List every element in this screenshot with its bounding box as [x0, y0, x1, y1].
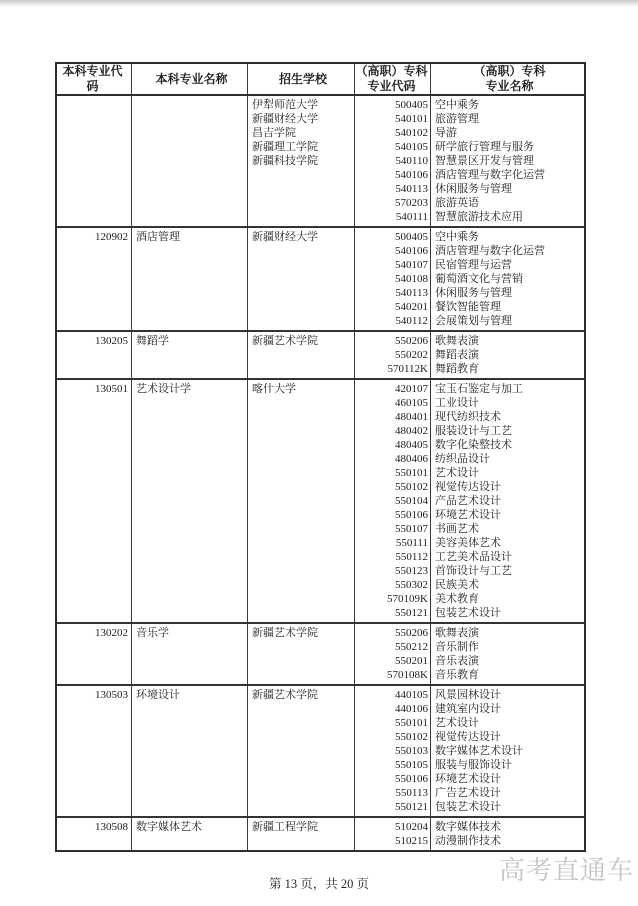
major-code: 480402 — [395, 425, 428, 437]
major-code: 460105 — [395, 397, 428, 409]
major-name: 产品艺术设计 — [435, 495, 501, 507]
major-code: 540105 — [395, 141, 428, 153]
major-code: 550201 — [395, 655, 428, 667]
major-code: 550102 — [395, 481, 428, 493]
major-code: 550202 — [395, 349, 428, 361]
cell-schools — [248, 818, 355, 850]
school-name: 伊犁师范大学 — [252, 99, 318, 111]
major-code: 540107 — [395, 259, 428, 271]
cell-names — [431, 96, 584, 226]
cell-codes — [355, 96, 431, 226]
header-school — [248, 64, 355, 94]
major-code: 550121 — [395, 607, 428, 619]
major-code: 550111 — [395, 537, 428, 549]
major-code: 550101 — [395, 467, 428, 479]
major-name: 环境艺术设计 — [435, 509, 501, 521]
header-ug-name — [132, 64, 248, 94]
header-ug-code-label: 本科专业代码 — [62, 64, 123, 93]
major-code: 540111 — [395, 211, 428, 223]
major-name: 音乐表演 — [435, 655, 479, 667]
major-code: 570109K — [387, 593, 428, 605]
major-code: 550206 — [395, 335, 428, 347]
major-name: 餐饮智能管理 — [435, 301, 501, 313]
cell-ug-code: 120902 — [57, 228, 132, 330]
major-name: 旅游管理 — [435, 113, 479, 125]
school-name: 新疆艺术学院 — [252, 689, 318, 701]
table-row — [57, 330, 584, 378]
major-code: 540113 — [395, 183, 428, 195]
major-code: 550113 — [395, 787, 428, 799]
major-code: 540106 — [395, 169, 428, 181]
table-row — [57, 378, 584, 622]
major-name: 风景园林设计 — [435, 689, 501, 701]
major-name: 工业设计 — [435, 397, 479, 409]
major-name: 数字媒体技术 — [435, 821, 501, 833]
school-name: 新疆财经大学 — [252, 113, 318, 125]
major-code: 510204 — [395, 821, 428, 833]
major-name: 服装设计与工艺 — [435, 425, 512, 437]
major-name: 视觉传达设计 — [435, 481, 501, 493]
header-voc-code-line1: （高职）专科 — [355, 64, 428, 78]
cell-schools — [248, 380, 355, 622]
cell-schools — [248, 228, 355, 330]
cell-ug-code: 130205 — [57, 332, 132, 378]
major-name: 民族美术 — [435, 579, 479, 591]
major-name: 智慧景区开发与管理 — [435, 155, 534, 167]
major-code: 540201 — [395, 301, 428, 313]
major-name: 包装艺术设计 — [435, 801, 501, 813]
cell-ug-name — [132, 96, 248, 226]
major-name: 歌舞表演 — [435, 335, 479, 347]
major-code: 550101 — [395, 717, 428, 729]
major-name: 音乐制作 — [435, 641, 479, 653]
cell-codes — [355, 332, 431, 378]
major-name: 宝玉石鉴定与加工 — [435, 383, 523, 395]
major-name: 艺术设计 — [435, 467, 479, 479]
page-number-footer: 第 13 页，共 20 页 — [268, 877, 369, 891]
major-code: 570108K — [387, 669, 428, 681]
major-name: 民宿管理与运营 — [435, 259, 512, 271]
major-name: 旅游英语 — [435, 197, 479, 209]
school-name: 昌吉学院 — [252, 127, 296, 139]
major-name: 数字媒体艺术设计 — [435, 745, 523, 757]
major-name: 数字化染整技术 — [435, 439, 512, 451]
major-name: 会展策划与管理 — [435, 315, 512, 327]
cell-codes — [355, 624, 431, 684]
cell-ug-code: 130202 — [57, 624, 132, 684]
major-code: 540112 — [395, 315, 428, 327]
major-code: 510215 — [395, 835, 428, 847]
cell-names — [431, 686, 584, 816]
header-voc-name-line2: 专业名称 — [485, 79, 534, 93]
major-name: 空中乘务 — [435, 231, 479, 243]
major-name: 舞蹈教育 — [435, 363, 479, 375]
major-name: 酒店管理与数字化运营 — [435, 245, 545, 257]
major-name: 现代纺织技术 — [435, 411, 501, 423]
cell-schools — [248, 96, 355, 226]
major-name: 葡萄酒文化与营销 — [435, 273, 523, 285]
major-code: 550106 — [395, 773, 428, 785]
header-school-label: 招生学校 — [278, 71, 327, 86]
major-code: 550302 — [395, 579, 428, 591]
cell-ug-code: 130501 — [57, 380, 132, 622]
major-name: 歌舞表演 — [435, 627, 479, 639]
major-name: 环境艺术设计 — [435, 773, 501, 785]
cell-names — [431, 228, 584, 330]
major-code: 500405 — [395, 231, 428, 243]
header-voc-name-line1: （高职）专科 — [473, 64, 546, 78]
major-code: 440106 — [395, 703, 428, 715]
major-name: 服装与服饰设计 — [435, 759, 512, 771]
watermark: 高考直通车 — [498, 855, 634, 885]
major-name: 舞蹈表演 — [435, 349, 479, 361]
major-name: 休闲服务与管理 — [435, 183, 512, 195]
cell-names — [431, 380, 584, 622]
cell-ug-code: 130508 — [57, 818, 132, 850]
major-code: 550106 — [395, 509, 428, 521]
header-voc-code-line2: 专业代码 — [367, 79, 416, 93]
major-code: 540113 — [395, 287, 428, 299]
major-name: 酒店管理与数字化运营 — [435, 169, 545, 181]
major-code: 540102 — [395, 127, 428, 139]
school-name: 新疆财经大学 — [252, 231, 318, 243]
major-code: 550206 — [395, 627, 428, 639]
major-name: 智慧旅游技术应用 — [435, 211, 523, 223]
cell-ug-name: 音乐学 — [132, 624, 248, 684]
cell-names — [431, 624, 584, 684]
major-name: 导游 — [435, 127, 457, 139]
major-code: 480405 — [395, 439, 428, 451]
cell-ug-name: 环境设计 — [132, 686, 248, 816]
major-name: 艺术设计 — [435, 717, 479, 729]
major-code: 550123 — [395, 565, 428, 577]
major-name: 包装艺术设计 — [435, 607, 501, 619]
school-name: 新疆艺术学院 — [252, 627, 318, 639]
major-name: 广告艺术设计 — [435, 787, 501, 799]
table-row — [57, 684, 584, 816]
cell-ug-code — [57, 96, 132, 226]
header-voc-name — [431, 64, 584, 94]
table-row — [57, 816, 584, 850]
major-name: 美容美体艺术 — [435, 537, 501, 549]
major-code: 550107 — [395, 523, 428, 535]
cell-names — [431, 818, 584, 850]
major-code: 550102 — [395, 731, 428, 743]
majors-table — [55, 62, 586, 852]
major-name: 美术教育 — [435, 593, 479, 605]
major-name: 研学旅行管理与服务 — [435, 141, 534, 153]
major-name: 视觉传达设计 — [435, 731, 501, 743]
major-code: 550212 — [395, 641, 428, 653]
school-name: 喀什大学 — [252, 383, 296, 395]
major-code: 550121 — [395, 801, 428, 813]
major-code: 570203 — [395, 197, 428, 209]
cell-schools — [248, 332, 355, 378]
major-code: 420107 — [395, 383, 428, 395]
scan-edge-shadow — [0, 0, 638, 7]
major-code: 480406 — [395, 453, 428, 465]
cell-ug-name: 艺术设计学 — [132, 380, 248, 622]
major-name: 书画艺术 — [435, 523, 479, 535]
major-name: 纺织品设计 — [435, 453, 490, 465]
major-code: 550105 — [395, 759, 428, 771]
cell-codes — [355, 380, 431, 622]
major-name: 动漫制作技术 — [435, 835, 501, 847]
major-code: 570112K — [387, 363, 428, 375]
major-name: 空中乘务 — [435, 99, 479, 111]
cell-schools — [248, 624, 355, 684]
major-code: 550104 — [395, 495, 428, 507]
school-name: 新疆科技学院 — [252, 155, 318, 167]
major-name: 休闲服务与管理 — [435, 287, 512, 299]
major-name: 首饰设计与工艺 — [435, 565, 512, 577]
major-code: 540101 — [395, 113, 428, 125]
school-name: 新疆工程学院 — [252, 821, 318, 833]
table-body — [57, 96, 584, 850]
major-code: 540108 — [395, 273, 428, 285]
major-code: 550103 — [395, 745, 428, 757]
header-ug-code — [57, 64, 132, 94]
major-code: 440105 — [395, 689, 428, 701]
cell-ug-name: 酒店管理 — [132, 228, 248, 330]
major-code: 540106 — [395, 245, 428, 257]
header-voc-code — [355, 64, 431, 94]
cell-schools — [248, 686, 355, 816]
major-name: 建筑室内设计 — [435, 703, 501, 715]
table-row — [57, 226, 584, 330]
cell-ug-code: 130503 — [57, 686, 132, 816]
school-name: 新疆艺术学院 — [252, 335, 318, 347]
major-code: 500405 — [395, 99, 428, 111]
school-name: 新疆理工学院 — [252, 141, 318, 153]
cell-ug-name: 数字媒体艺术 — [132, 818, 248, 850]
table-row — [57, 622, 584, 684]
major-name: 工艺美术品设计 — [435, 551, 512, 563]
header-ug-name-label: 本科专业名称 — [155, 71, 228, 86]
major-code: 540110 — [395, 155, 428, 167]
table-header-row — [57, 64, 584, 96]
major-code: 480401 — [395, 411, 428, 423]
major-name: 音乐教育 — [435, 669, 479, 681]
cell-codes — [355, 686, 431, 816]
cell-codes — [355, 228, 431, 330]
major-code: 550112 — [395, 551, 428, 563]
table-row — [57, 96, 584, 226]
cell-names — [431, 332, 584, 378]
cell-codes — [355, 818, 431, 850]
cell-ug-name: 舞蹈学 — [132, 332, 248, 378]
